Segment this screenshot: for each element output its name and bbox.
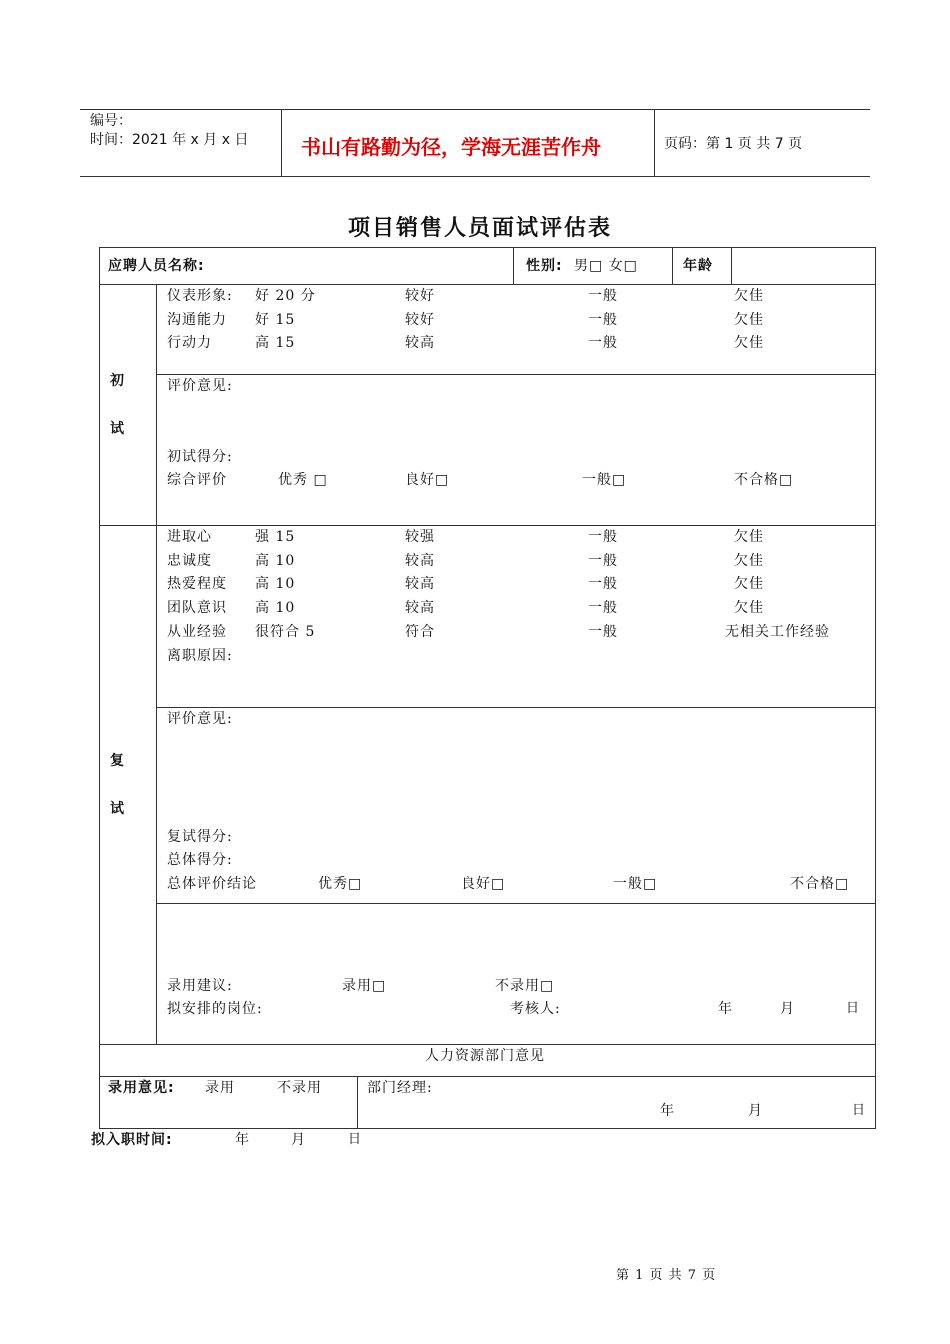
second-interview-label-1: 复	[110, 753, 125, 769]
second-poor-ambition: 欠佳	[734, 529, 764, 545]
first-avg-communication: 一般	[588, 312, 618, 328]
second-item-passion: 热爱程度	[167, 576, 227, 592]
second-fair-experience: 符合	[405, 624, 435, 640]
second-interview-label-2: 试	[110, 801, 125, 817]
header-bottom-rule	[80, 176, 870, 177]
assess-year: 年	[718, 1001, 733, 1017]
second-section-bottom	[99, 1044, 876, 1045]
row-applicant-bottom	[99, 284, 876, 285]
second-avg-experience: 一般	[588, 624, 618, 640]
first-poor-appearance: 欠佳	[734, 288, 764, 304]
second-overall-avg[interactable]: 一般□	[613, 876, 658, 892]
second-good-teamwork: 高 10	[255, 600, 296, 616]
assessor-label: 考核人:	[510, 1001, 561, 1017]
header-divider-right	[654, 109, 655, 177]
second-fair-ambition: 较强	[405, 529, 435, 545]
second-good-experience: 很符合 5	[255, 624, 316, 640]
second-avg-ambition: 一般	[588, 529, 618, 545]
first-poor-action: 欠佳	[734, 335, 764, 351]
hr-hire-no[interactable]: 不录用	[277, 1080, 322, 1096]
second-avg-teamwork: 一般	[588, 600, 618, 616]
entry-year: 年	[235, 1132, 250, 1148]
first-overall-avg[interactable]: 一般□	[582, 472, 627, 488]
first-ratings-bottom	[156, 374, 876, 375]
second-overall-excellent[interactable]: 优秀□	[318, 876, 363, 892]
first-interview-label-2: 试	[110, 421, 125, 437]
second-poor-experience: 无相关工作经验	[725, 624, 830, 640]
second-ratings-bottom	[156, 707, 876, 708]
gender-divider-left	[513, 247, 514, 285]
dept-manager-label: 部门经理:	[367, 1080, 433, 1096]
first-good-communication: 好 15	[255, 312, 296, 328]
time-label: 时间：2021 年 x 月 x 日	[90, 132, 249, 148]
assess-month: 月	[780, 1001, 795, 1017]
hr-hire-opinion-label: 录用意见:	[108, 1080, 175, 1096]
first-overall-fail[interactable]: 不合格□	[734, 472, 794, 488]
first-overall-label: 综合评价	[167, 472, 227, 488]
entry-time-label: 拟入职时间:	[91, 1132, 173, 1148]
first-item-action: 行动力	[167, 335, 212, 351]
first-comment-label: 评价意见:	[167, 378, 233, 394]
serial-label: 编号：	[90, 113, 132, 129]
second-score-label: 复试得分:	[167, 829, 233, 845]
entry-month: 月	[291, 1132, 306, 1148]
second-poor-teamwork: 欠佳	[734, 600, 764, 616]
gender-options[interactable]: 男□ 女□	[574, 258, 638, 274]
applicant-name-label: 应聘人员名称:	[108, 258, 205, 274]
first-avg-action: 一般	[588, 335, 618, 351]
second-poor-loyalty: 欠佳	[734, 553, 764, 569]
second-avg-loyalty: 一般	[588, 553, 618, 569]
first-item-communication: 沟通能力	[167, 312, 227, 328]
second-item-loyalty: 忠诚度	[167, 553, 212, 569]
page-footer: 第 1 页 共 7 页	[616, 1268, 717, 1283]
second-item-ambition: 进取心	[167, 529, 212, 545]
first-avg-appearance: 一般	[588, 288, 618, 304]
second-fair-teamwork: 较高	[405, 600, 435, 616]
second-overall-good[interactable]: 良好□	[461, 876, 506, 892]
first-overall-good[interactable]: 良好□	[405, 472, 450, 488]
second-fair-passion: 较高	[405, 576, 435, 592]
planned-position-label: 拟安排的岗位:	[167, 1001, 263, 1017]
second-item-experience: 从业经验	[167, 624, 227, 640]
second-overall-fail[interactable]: 不合格□	[790, 876, 850, 892]
hire-suggestion-label: 录用建议:	[167, 978, 233, 994]
table-left	[99, 247, 100, 1129]
second-comment-label: 评价意见:	[167, 711, 233, 727]
leave-reason-label: 离职原因:	[167, 648, 233, 664]
hire-suggestion-no[interactable]: 不录用□	[495, 978, 555, 994]
second-poor-passion: 欠佳	[734, 576, 764, 592]
page-info: 页码：第 1 页 共 7 页	[664, 136, 803, 152]
second-good-passion: 高 10	[255, 576, 296, 592]
motto: 书山有路勤为径，学海无涯苦作舟	[301, 135, 601, 159]
second-overall-bottom	[156, 903, 876, 904]
first-fair-appearance: 较好	[405, 288, 435, 304]
second-overall-label: 总体评价结论	[167, 876, 257, 892]
hr-divider	[357, 1076, 358, 1129]
hr-year: 年	[660, 1103, 675, 1119]
age-divider-right	[731, 247, 732, 285]
hr-month: 月	[748, 1103, 763, 1119]
first-poor-communication: 欠佳	[734, 312, 764, 328]
first-interview-label-1: 初	[110, 373, 125, 389]
table-bottom	[99, 1128, 876, 1129]
first-score-label: 初试得分:	[167, 449, 233, 465]
gender-label: 性别:	[526, 258, 563, 274]
first-fair-action: 较高	[405, 335, 435, 351]
first-good-action: 高 15	[255, 335, 296, 351]
hire-suggestion-yes[interactable]: 录用□	[342, 978, 387, 994]
second-avg-passion: 一般	[588, 576, 618, 592]
second-item-teamwork: 团队意识	[167, 600, 227, 616]
header-top-rule	[80, 109, 870, 110]
hr-hire-yes[interactable]: 录用	[205, 1080, 235, 1096]
age-divider-left	[672, 247, 673, 285]
second-fair-loyalty: 较高	[405, 553, 435, 569]
form-title: 项目销售人员面试评估表	[348, 215, 613, 241]
hr-section-title: 人力资源部门意见	[425, 1048, 545, 1064]
table-top	[99, 247, 876, 248]
first-overall-excellent[interactable]: 优秀 □	[278, 472, 328, 488]
hr-day: 日	[852, 1103, 867, 1118]
section-label-divider	[156, 284, 157, 1045]
total-score-label: 总体得分:	[167, 852, 233, 868]
first-item-appearance: 仪表形象:	[167, 288, 233, 304]
first-fair-communication: 较好	[405, 312, 435, 328]
age-label: 年龄	[683, 258, 713, 274]
entry-day: 日	[348, 1132, 363, 1147]
table-right	[875, 247, 876, 1129]
second-good-ambition: 强 15	[255, 529, 296, 545]
second-good-loyalty: 高 10	[255, 553, 296, 569]
first-good-appearance: 好 20 分	[255, 288, 316, 304]
hr-title-bottom	[99, 1076, 876, 1077]
first-section-bottom	[99, 525, 876, 526]
header-divider-left	[281, 109, 282, 177]
assess-day: 日	[846, 1001, 861, 1016]
